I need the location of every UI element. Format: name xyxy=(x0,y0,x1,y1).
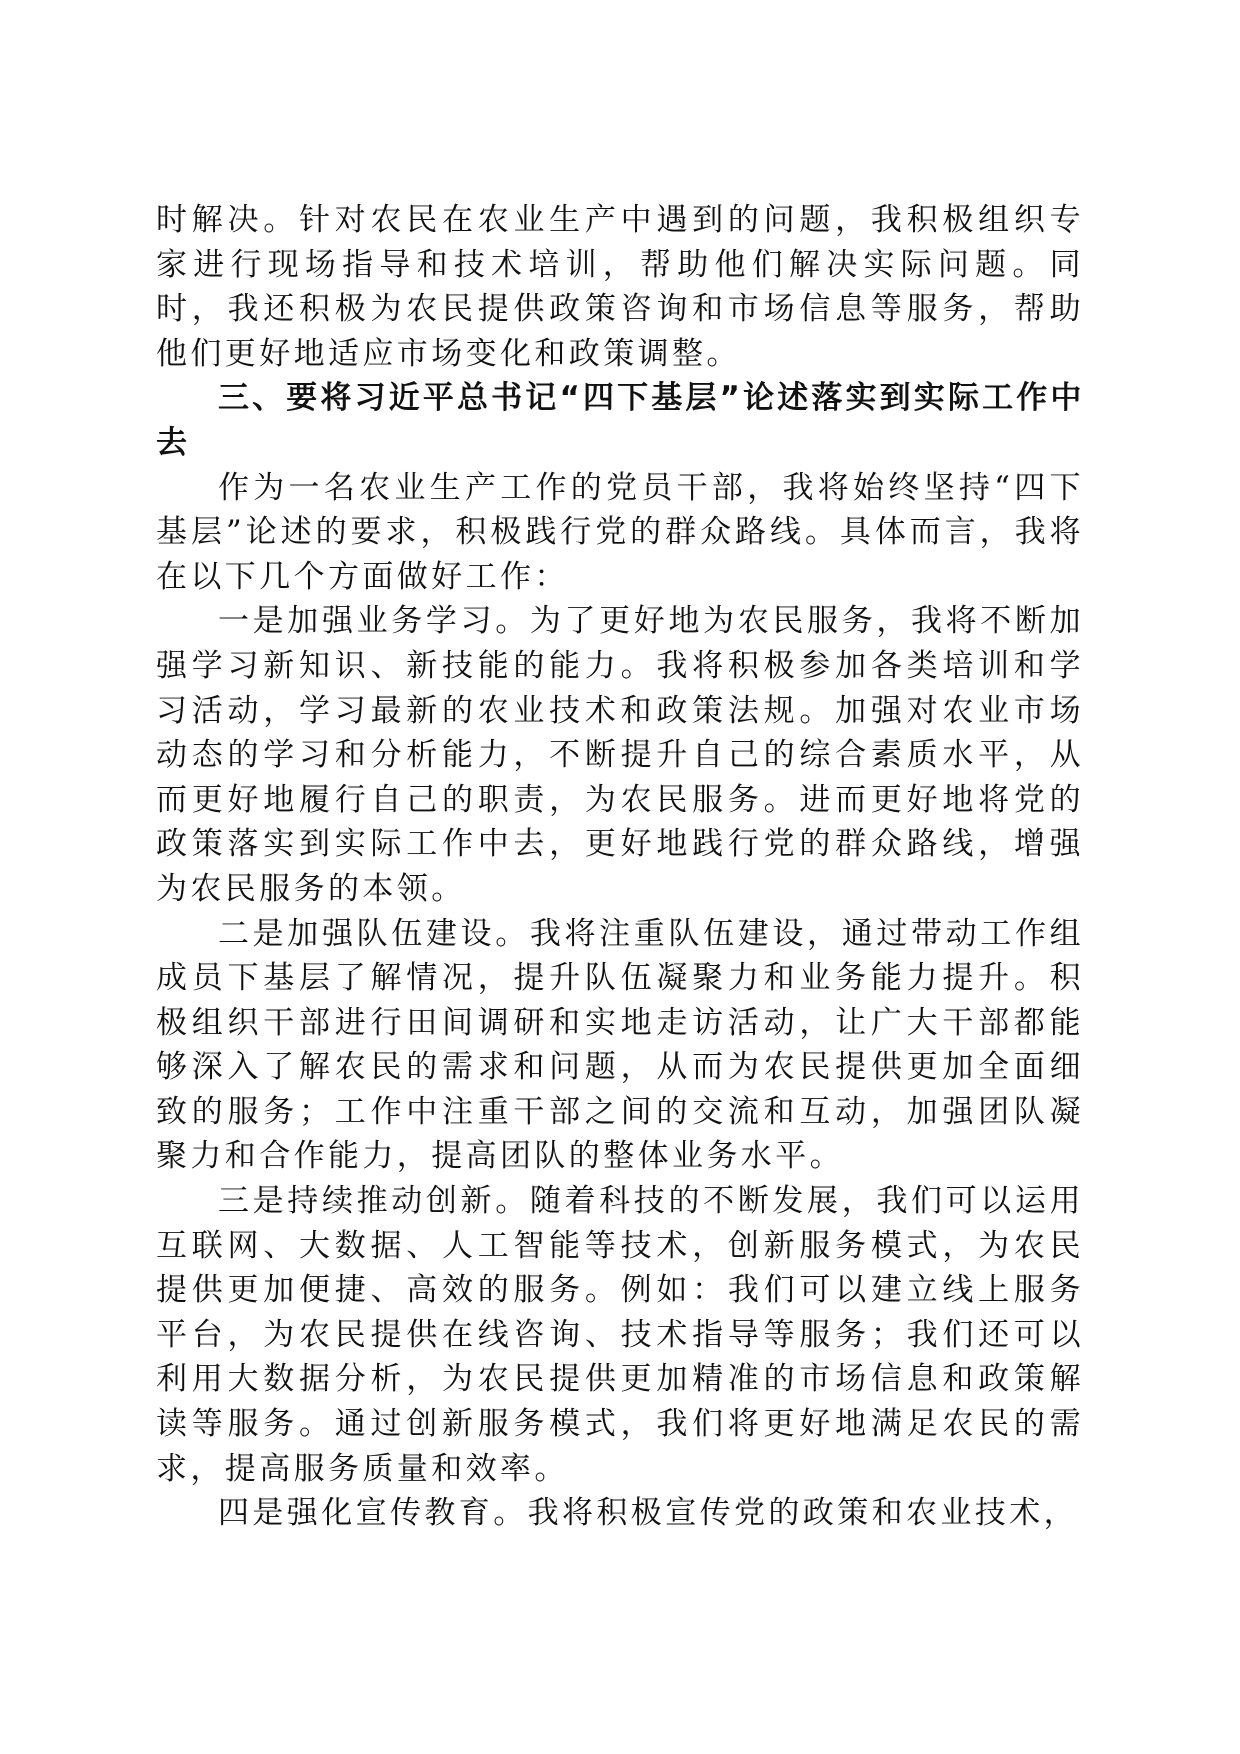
paragraph-point-one: 一是加强业务学习。为了更好地为农民服务，我将不断加强学习新知识、新技能的能力。我将积极参加各类培训和学习活动，学习最新的农业技术和政策法规。加强对农业市场动态的学习和分析能力，不断提升自己的综合素质水平，从而更好地履行自己的职责，为农民服务。进而更好地将党的政策落实到实际工作中去，更好地践行党的群众路线，增强为农民服务的本领。 xyxy=(156,603,1084,907)
paragraph-point-two: 二是加强队伍建设。我将注重队伍建设，通过带动工作组成员下基层了解情况，提升队伍凝聚力和业务能力提升。积极组织干部进行田间调研和实地走访活动，让广大干部都能够深入了解农民的需求和问题，从而为农民提供更加全面细致的服务；工作中注重干部之间的交流和互动，加强团队凝聚力和合作能力，提高团队的整体业务水平。 xyxy=(156,915,1084,1175)
paragraph-continuation: 时解决。针对农民在农业生产中遇到的问题，我积极组织专家进行现场指导和技术培训，帮助他们解决实际问题。同时，我还积极为农民提供政策咨询和市场信息等服务，帮助他们更好地适应市场变化和政策调整。 xyxy=(156,202,1084,372)
paragraph-point-four: 四是强化宣传教育。我将积极宣传党的政策和农业技术， xyxy=(218,1495,1078,1532)
document-body xyxy=(156,198,1084,1536)
paragraph-intro: 作为一名农业生产工作的党员干部，我将始终坚持“四下基层”论述的要求，积极践行党的群众路线。具体而言，我将在以下几个方面做好工作： xyxy=(156,469,1084,595)
section-heading-three: 三、要将习近平总书记“四下基层”论述落实到实际工作中去 xyxy=(156,380,1084,461)
paragraph-point-three: 三是持续推动创新。随着科技的不断发展，我们可以运用互联网、大数据、人工智能等技术，创新服务模式，为农民提供更加便捷、高效的服务。例如：我们可以建立线上服务平台，为农民提供在线咨询、技术指导等服务；我们还可以利用大数据分析，为农民提供更加精准的市场信息和政策解读等服务。通过创新服务模式，我们将更好地满足农民的需求，提高服务质量和效率。 xyxy=(156,1183,1084,1487)
